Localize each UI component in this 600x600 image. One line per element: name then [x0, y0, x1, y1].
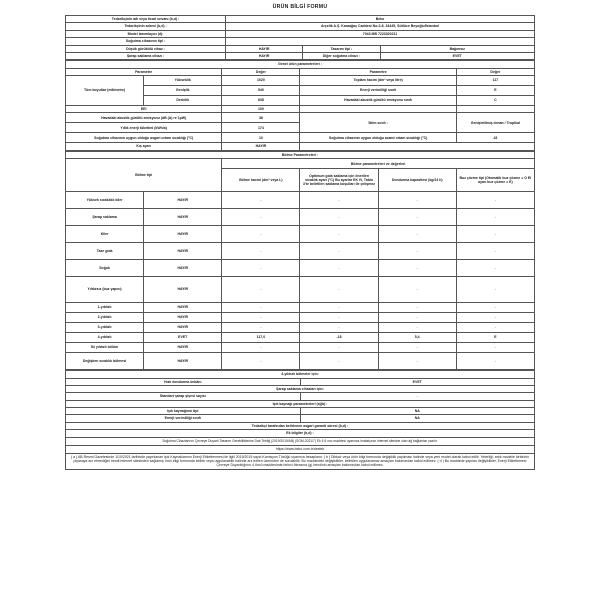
light-source-section-label: Işık kaynağı parametreleri (a)(b) : — [66, 400, 535, 407]
compartment-group-header: Bölme parametreleri ve değerleri — [222, 159, 535, 169]
compartment-defrost-type: - — [456, 277, 534, 303]
page-title: ÜRÜN BİLGİ FORMU — [272, 4, 328, 10]
table-row — [66, 430, 535, 437]
table-row — [66, 45, 535, 52]
table-row — [66, 151, 535, 158]
compartment-volume-header: Bölme hacmi (dm³ veya L) — [222, 169, 300, 192]
design-type-label: Tasarım tipi : — [303, 45, 380, 52]
extra-info-text: Soğutma Cihazlarının Çevreye Duyarlı Tasarım Gerekliliklerine Dair Tebliğ (2019/2019/AB) (SGM-2021/7) Ek II 6 ıncı maddesi uyarınca imalatçının internet sitesine olan ağ bağlantısı yazılır. — [66, 437, 535, 446]
param-header-left: Parametre — [66, 68, 222, 75]
compartment-temp-header: Optimum gıda saklama için önerilen sıcaklık ayarı (°C) Bu ayarlar EK IV, Tablo 3'te belirtilen saklama koşulları ile çelişmez — [300, 169, 378, 192]
other-refrigerating-appliance-value: EVET — [380, 52, 535, 59]
light-energy-class-value: NA — [300, 415, 535, 422]
table-row — [66, 415, 535, 422]
noise-class-value: C — [456, 96, 534, 106]
table-row — [66, 52, 535, 59]
low-noise-label: Düşük gürültülü cihaz : — [66, 45, 226, 52]
compartment-freezing-capacity: - — [378, 353, 456, 370]
model-identifier-value: 7043 MB 7223320211 — [226, 30, 535, 37]
wine-bottles-value: - — [300, 393, 535, 400]
table-row — [66, 38, 535, 45]
compartment-defrost-type: - — [456, 323, 534, 333]
table-row — [66, 393, 535, 400]
light-energy-class-label: Enerji verimliliği sınıfı — [66, 415, 301, 422]
climate-class-value: Genişletilmiş ılıman / Tropikal — [456, 113, 534, 133]
min-ambient-temp-value: 10 — [222, 133, 300, 143]
compartment-temp: - — [300, 343, 378, 353]
table-row — [66, 226, 535, 243]
table-row — [66, 133, 535, 143]
compartment-name: 4-yıldızlı — [66, 333, 144, 343]
supplier-name-label: Tedarikçinin adı veya ticari unvanı (b,d) : — [66, 16, 226, 23]
table-row — [66, 313, 535, 323]
compartment-volume: - — [222, 277, 300, 303]
compartment-present: HAYIR — [144, 277, 222, 303]
compartment-defrost-type-header: Buz çözme tipi (Otomatik buz çözme = O El ayarı buz çözme = E) — [456, 169, 534, 192]
eei-label: EEI — [66, 106, 222, 113]
appliance-type-label: Soğutma cihazının tipi : — [66, 38, 226, 45]
compartment-name: Yüksek sıcaklıklı kiler — [66, 192, 144, 209]
light-source-type-label: Işık kaynağının tipi — [66, 408, 301, 415]
height-label: Yükseklik — [144, 76, 222, 86]
compartment-volume: - — [222, 353, 300, 370]
compartment-temp: -18 — [300, 333, 378, 343]
compartment-freezing-capacity: - — [378, 323, 456, 333]
table-row — [66, 277, 535, 303]
compartment-defrost-type: - — [456, 260, 534, 277]
table-row — [66, 353, 535, 370]
compartment-volume: - — [222, 192, 300, 209]
value-header-left: Değer — [222, 68, 300, 75]
support-url[interactable]: https://www.beko.com.tr/destek — [66, 446, 535, 453]
climate-class-label: İklim sınıfı : — [300, 113, 456, 133]
table-row — [66, 192, 535, 209]
max-ambient-temp-value: 43 — [456, 133, 534, 143]
compartment-present: HAYIR — [144, 243, 222, 260]
table-row — [66, 23, 535, 30]
supplier-address-label: Tedarikçinin adresi (b,d) : — [66, 23, 226, 30]
compartment-defrost-type: - — [456, 226, 534, 243]
compartment-section-label: Bölme Parametreleri : — [66, 151, 535, 158]
winter-setting-label: Kış ayarı — [66, 143, 222, 150]
wine-section-label: Şarap saklama cihazları için: — [66, 385, 535, 392]
compartment-defrost-type: - — [456, 343, 534, 353]
depth-label: Derinlik — [144, 96, 222, 106]
compartment-freezing-capacity: - — [378, 192, 456, 209]
compartment-volume: - — [222, 226, 300, 243]
general-parameters-table — [65, 60, 535, 151]
compartment-freezing-capacity-header: Dondurma kapasitesi (kg/24 h) — [378, 169, 456, 192]
compartment-present: HAYIR — [144, 192, 222, 209]
table-row — [66, 159, 535, 169]
table-row — [66, 76, 535, 86]
compartment-name: Şarap saklama — [66, 209, 144, 226]
compartment-freezing-capacity: - — [378, 343, 456, 353]
compartment-volume: - — [222, 260, 300, 277]
energy-efficiency-class-value: E — [456, 86, 534, 96]
compartment-freezing-capacity: - — [378, 243, 456, 260]
compartment-temp: - — [300, 323, 378, 333]
compartment-name: 3-yıldızlı — [66, 323, 144, 333]
supplier-table — [65, 15, 535, 60]
eei-right-value-filler — [456, 106, 534, 113]
compartment-present: HAYIR — [144, 226, 222, 243]
width-value: 540 — [222, 86, 300, 96]
compartment-defrost-type: E — [456, 333, 534, 343]
compartment-temp: - — [300, 226, 378, 243]
compartment-present: HAYIR — [144, 260, 222, 277]
appliance-type-value — [226, 38, 535, 45]
compartment-present: EVET — [144, 333, 222, 343]
compartment-freezing-capacity: 5,4 — [378, 333, 456, 343]
table-row — [66, 343, 535, 353]
table-row — [66, 378, 535, 385]
compartment-volume: - — [222, 303, 300, 313]
general-parameters-section-label: Genel ürün parametreleri : — [66, 61, 535, 68]
compartment-parameters-table — [65, 151, 535, 370]
compartment-volume: 117,0 — [222, 333, 300, 343]
compartment-defrost-type: - — [456, 192, 534, 209]
noise-emission-label: Havadaki akustik gürültü emisyonu (dB (A) re 1pW) — [66, 113, 222, 123]
warranty-label: Tedarikçi tarafından belirlenen asgari garanti süresi (b,d) : — [66, 422, 535, 429]
compartment-present: HAYIR — [144, 303, 222, 313]
table-row — [66, 303, 535, 313]
compartment-present: HAYIR — [144, 323, 222, 333]
compartment-volume: - — [222, 313, 300, 323]
annual-energy-label: Yıllık enerji tüketimi (kWh/a) — [66, 123, 222, 133]
compartment-present: HAYIR — [144, 353, 222, 370]
compartment-name: 2-yıldızlı — [66, 313, 144, 323]
table-row — [66, 143, 535, 150]
low-noise-value: HAYIR — [226, 45, 303, 52]
compartment-name: Soğuk — [66, 260, 144, 277]
compartment-defrost-type: - — [456, 209, 534, 226]
supplier-address-value: Arçelik A.Ş. Karaağaç Caddesi No:2-6, 34445, Sütlüce Beyoğlu/İstanbul — [226, 23, 535, 30]
noise-class-label: Havadaki akustik gürültü emisyonu sınıfı — [300, 96, 456, 106]
table-row — [66, 453, 535, 469]
depth-value: 638 — [222, 96, 300, 106]
footer-table — [65, 370, 535, 470]
width-label: Genişlik — [144, 86, 222, 96]
compartment-name: Değişken sıcaklık bölmesi — [66, 353, 144, 370]
compartment-name: Yıldızsız (buz yapıcı) — [66, 277, 144, 303]
compartment-freezing-capacity: - — [378, 209, 456, 226]
other-refrigerating-appliance-label: Diğer soğutma cihazı : — [303, 52, 380, 59]
annual-energy-value: 174 — [222, 123, 300, 133]
compartment-volume: - — [222, 209, 300, 226]
height-value: 1020 — [222, 76, 300, 86]
compartment-name: Taze gıda — [66, 243, 144, 260]
table-row — [66, 16, 535, 23]
compartment-type-header: Bölme tipi — [66, 159, 222, 192]
compartment-defrost-type: - — [456, 243, 534, 260]
compartment-freezing-capacity: - — [378, 303, 456, 313]
compartment-volume: - — [222, 323, 300, 333]
compartment-defrost-type: - — [456, 313, 534, 323]
light-source-type-value: NA — [300, 408, 535, 415]
table-row — [66, 61, 535, 68]
compartment-name: Kiler — [66, 226, 144, 243]
compartment-freezing-capacity: - — [378, 313, 456, 323]
table-row — [66, 68, 535, 75]
compartment-present: HAYIR — [144, 343, 222, 353]
model-identifier-label: Model tanımlayıcı (d): — [66, 30, 226, 37]
table-row — [66, 400, 535, 407]
compartment-temp: - — [300, 243, 378, 260]
table-row — [66, 371, 535, 378]
supplier-name-value: Beko — [226, 16, 535, 23]
compartment-freezing-capacity: - — [378, 277, 456, 303]
compartment-temp: - — [300, 353, 378, 370]
fast-freeze-label: Hızlı dondurma imkânı — [66, 378, 301, 385]
design-type-value: Bağımsız — [380, 45, 535, 52]
compartment-temp: - — [300, 303, 378, 313]
noise-emission-value: 38 — [222, 113, 300, 123]
table-row — [66, 209, 535, 226]
table-row — [66, 385, 535, 392]
winter-setting-filler — [300, 143, 535, 150]
compartment-defrost-type: - — [456, 353, 534, 370]
min-ambient-temp-label: Soğutma cihazının uygun olduğu asgari ortam sıcaklığı (°C) — [66, 133, 222, 143]
table-row — [66, 422, 535, 429]
winter-setting-value: HAYIR — [222, 143, 300, 150]
wine-storage-appliance-label: Şarap saklama cihazı : — [66, 52, 226, 59]
fast-freeze-value: EVET — [300, 378, 535, 385]
table-row — [66, 323, 535, 333]
compartment-temp: - — [300, 209, 378, 226]
total-volume-label: Toplam hacim (dm³ veya litre) — [300, 76, 456, 86]
compartment-freezing-capacity: - — [378, 260, 456, 277]
table-row — [66, 408, 535, 415]
compartment-name: İki yıldızlı bölüm — [66, 343, 144, 353]
compartment-name: 1-yıldızlı — [66, 303, 144, 313]
four-star-section-label: 4-yıldızlı bölmeler için: — [66, 371, 535, 378]
compartment-temp: - — [300, 192, 378, 209]
wine-storage-appliance-value: HAYIR — [226, 52, 303, 59]
compartment-present: HAYIR — [144, 313, 222, 323]
eei-value: 100 — [222, 106, 300, 113]
wine-bottles-label: Standart şarap şişesi sayısı — [66, 393, 301, 400]
compartment-freezing-capacity: - — [378, 226, 456, 243]
compartment-temp: - — [300, 277, 378, 303]
table-row — [66, 446, 535, 453]
compartment-defrost-type: - — [456, 303, 534, 313]
compartment-temp: - — [300, 313, 378, 323]
param-header-right: Parametre — [300, 68, 456, 75]
extra-info-label: Ek bilgiler (b,d) : — [66, 430, 535, 437]
total-volume-value: 117 — [456, 76, 534, 86]
table-row — [66, 333, 535, 343]
value-header-right: Değer — [456, 68, 534, 75]
compartment-volume: - — [222, 243, 300, 260]
table-row — [66, 437, 535, 446]
compartment-present: HAYIR — [144, 209, 222, 226]
compartment-volume: - — [222, 343, 300, 353]
table-row — [66, 106, 535, 113]
table-row — [66, 113, 535, 123]
table-row — [66, 30, 535, 37]
compartment-temp: - — [300, 260, 378, 277]
footnote-text: ( a ) AB Resmi Gazetesinde 1/10/2021 tarihinde yayınlanan Işık Kaynaklarının Enerji Etiketlenmesi ile ilgili 2019/2015 sayılı Komisyon Tüzüğü uyarınca hesaplanır. ( b ) Dikkat: veya ürün bilgi formunda değişiklik yapılması halinde veya yeni model olarak kabul edilir. Yeterliği, artık modelle birbirinin piyasaya arz etmediğini kendi internet sitesinden sağlamış ürün bilgi formunda belirtir veya uygulanabilir halinde arz edilen üzerinden de sorulabilir. Bu maddedeki değişiklikler, belirtilen uygulanamaz amaçları bakımından kabul edilmez. ( d ) Bu maddede yapılan değişiklikler, Enerji Etiketlemesi Çevreye Duyarlılığının 4 üncü maddesinde birinci fıkrasına (g) bendinin amaçları bakımından kabul edilmez. — [66, 453, 535, 469]
eei-right-filler — [300, 106, 456, 113]
table-row — [66, 243, 535, 260]
max-ambient-temp-label: Soğutma cihazının uygun olduğu azami ortam sıcaklığı (°C) — [300, 133, 456, 143]
energy-efficiency-class-label: Enerji verimliliği sınıfı — [300, 86, 456, 96]
dimensions-label: Tüm boyutlar (milimetre) — [66, 76, 144, 106]
table-row — [66, 260, 535, 277]
